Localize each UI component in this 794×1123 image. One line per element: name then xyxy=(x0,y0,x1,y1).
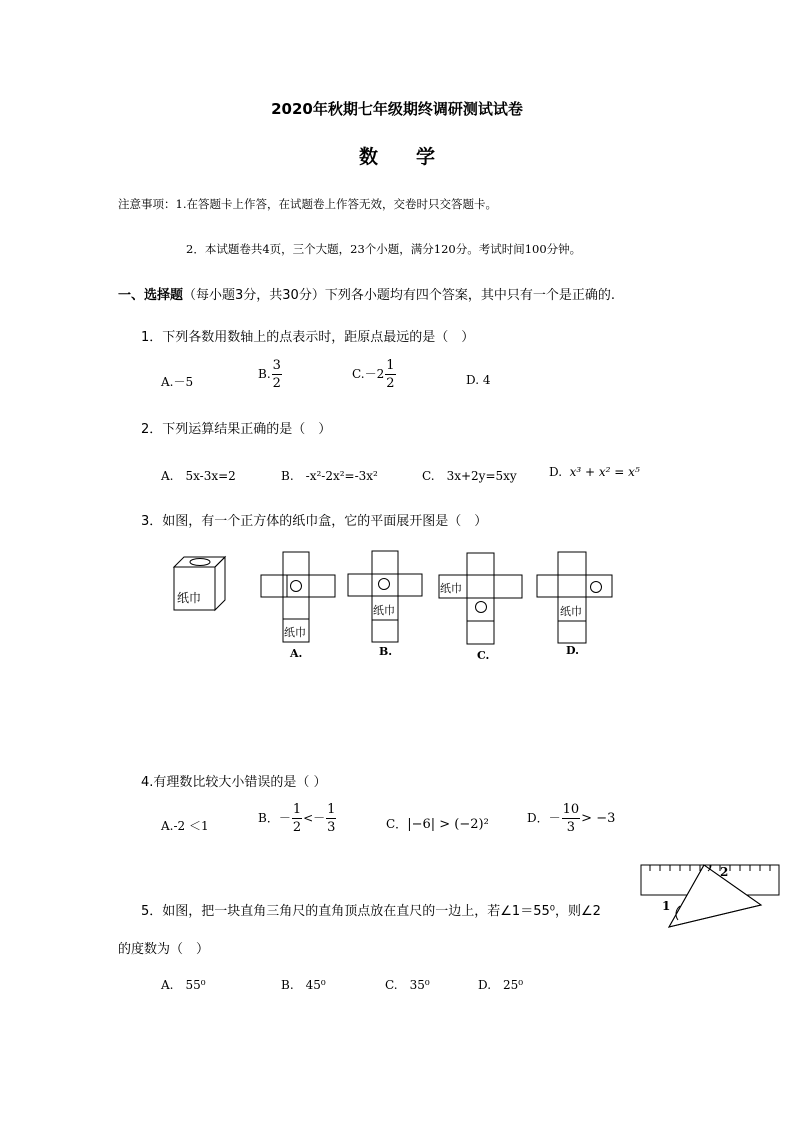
net-d-tissue-label: 纸巾 xyxy=(560,605,582,618)
q1-stem: 1．下列各数用数轴上的点表示时，距原点最远的是（ ） xyxy=(141,330,475,345)
q5-option-d: D. 25⁰ xyxy=(478,978,524,992)
q1-option-b xyxy=(258,359,283,390)
q2-option-d xyxy=(549,465,640,479)
q5-option-b: B. 45⁰ xyxy=(281,978,326,992)
fraction-denominator: 2 xyxy=(386,376,395,391)
fraction-denominator: 2 xyxy=(292,820,302,835)
q4-option-d-tail: > −3 xyxy=(581,811,616,826)
net-b-tissue-label: 纸巾 xyxy=(373,604,395,617)
net-c xyxy=(439,553,522,644)
fraction-denominator: 3 xyxy=(566,820,576,835)
notice-line-1: 注意事项：1.在答题卡上作答，在试题卷上作答无效，交卷时只交答题卡。 xyxy=(118,197,497,211)
q1-option-c xyxy=(352,359,397,390)
net-b-label: B. xyxy=(379,645,393,658)
q4-option-d xyxy=(527,803,615,834)
q2-option-a: A. 5x-3x=2 xyxy=(161,469,236,483)
section-1-desc: （每小题3分，共30分）下列各小题均有四个答案，其中只有一个是正确的. xyxy=(183,288,615,303)
q4-option-b-fraction-2 xyxy=(326,803,336,834)
fraction-denominator: 3 xyxy=(327,820,336,835)
fraction-bar xyxy=(562,818,581,819)
angle-1-label: 1 xyxy=(662,899,671,913)
q2-stem: 2．下列运算结果正确的是（ ） xyxy=(141,422,332,437)
q5-stem-line-2: 的度数为（ ） xyxy=(118,942,210,957)
fraction-numerator: 3 xyxy=(272,358,281,373)
section-1-heading xyxy=(118,284,615,303)
net-a-tissue-label: 纸巾 xyxy=(284,626,306,639)
q1-option-b-fraction xyxy=(272,359,282,390)
q4-option-b-operator: <－ xyxy=(303,811,326,825)
section-1-title: 一、选择题 xyxy=(118,288,184,303)
q5-option-c: C. 35⁰ xyxy=(385,978,430,992)
fraction-numerator: 1 xyxy=(386,358,395,373)
q4-option-c xyxy=(386,815,489,832)
q5-stem-line-1: 5．如图，把一块直角三角尺的直角顶点放在直尺的一边上，若∠1＝55⁰，则∠2 xyxy=(141,904,601,919)
q4-option-d-label: D．－ xyxy=(527,811,561,825)
q4-option-c-expression: |−6| > (−2)² xyxy=(407,817,489,832)
q4-option-b-fraction-1 xyxy=(292,803,302,834)
net-c-tissue-label: 纸巾 xyxy=(440,582,462,595)
net-b xyxy=(348,551,422,642)
tissue-box-label: 纸巾 xyxy=(177,591,202,605)
q2-option-d-label: D. xyxy=(549,465,563,479)
fraction-numerator: 10 xyxy=(562,802,580,817)
q4-stem: 4.有理数比较大小错误的是（ ） xyxy=(141,775,327,790)
q3-stem: 3．如图，有一个正方体的纸巾盒，它的平面展开图是（ ） xyxy=(141,514,488,529)
net-d xyxy=(537,552,612,643)
fraction-denominator: 2 xyxy=(272,376,281,391)
fraction-bar xyxy=(326,818,336,819)
exam-title: 2020年秋期七年级期终调研测试试卷 xyxy=(271,100,523,118)
notice-line-2: 2．本试题卷共4页，三个大题，23个小题，满分120分。考试时间100分钟。 xyxy=(186,242,582,256)
q5-figure xyxy=(638,858,784,934)
q4-option-b xyxy=(258,803,337,834)
q2-option-c: C. 3x+2y=5xy xyxy=(422,469,517,483)
fraction-bar xyxy=(385,374,395,375)
q4-option-d-fraction xyxy=(562,803,581,834)
q1-option-a: A.－5 xyxy=(161,375,194,389)
net-a-label: A. xyxy=(290,647,303,660)
fraction-numerator: 1 xyxy=(327,802,336,817)
fraction-bar xyxy=(292,818,302,819)
set-square-shape xyxy=(669,865,761,927)
q4-option-a: A.-2 ＜1 xyxy=(161,819,209,833)
fraction-numerator: 1 xyxy=(292,802,302,817)
angle-2-label: 2 xyxy=(720,865,729,879)
q3-figure xyxy=(160,548,630,666)
q5-option-a: A. 55⁰ xyxy=(161,978,206,992)
q1-option-c-label: C.－2 xyxy=(352,367,385,381)
q1-option-d: D. 4 xyxy=(466,373,491,387)
net-d-label: D. xyxy=(566,644,579,657)
q2-option-b: B. -x²-2x²=-3x² xyxy=(281,469,378,483)
net-c-label: C. xyxy=(477,649,490,662)
subject-title: 数学 xyxy=(358,146,473,168)
q1-option-c-fraction xyxy=(385,359,395,390)
q2-option-d-expression: x³ + x² = x⁵ xyxy=(569,465,640,479)
q1-option-b-label: B. xyxy=(258,367,271,381)
fraction-bar xyxy=(272,374,282,375)
q4-option-c-label: C． xyxy=(386,817,408,831)
q4-option-b-label: B．－ xyxy=(258,811,291,825)
